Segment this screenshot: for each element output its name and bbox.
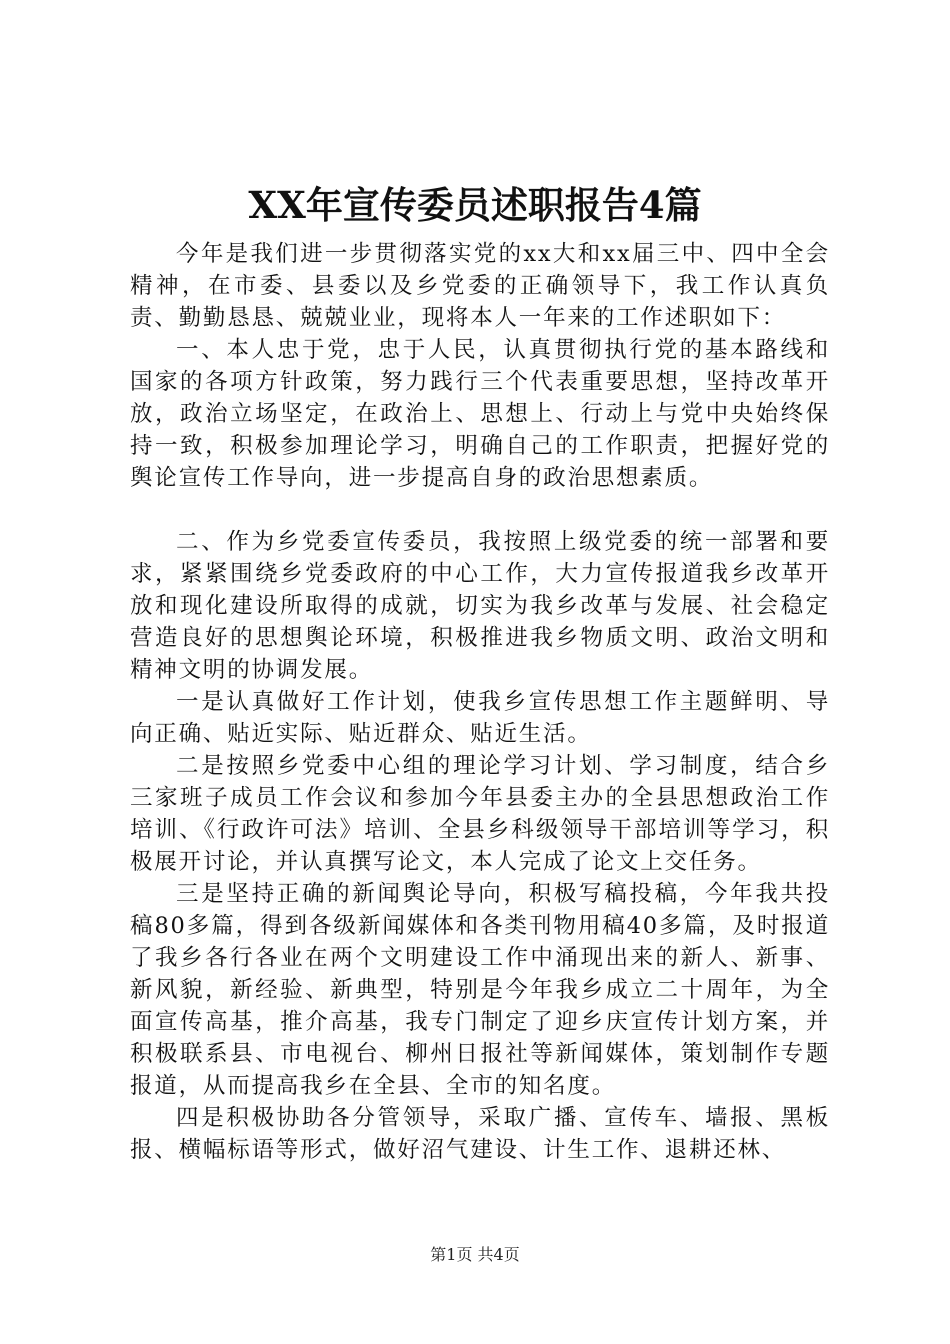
paragraph-item-3: 三是坚持正确的新闻舆论导向，积极写稿投稿，今年我共投稿80多篇，得到各级新闻媒体和各类刊物用稿40多篇，及时报道了我乡各行各业在两个文明建设工作中涌现出来的新人、新事、新风貌，新经验、新典型，特别是今年我乡成立二十周年，为全面宣传高基，推介高基，我专门制定了迎乡庆宣传计划方案，并积极联系县、市电视台、柳州日报社等新闻媒体，策划制作专题报道，从而提高我乡在全县、全市的知名度。 bbox=[130, 881, 830, 1099]
paragraph-intro: 今年是我们进一步贯彻落实党的xx大和xx届三中、四中全会精神，在市委、县委以及乡党委的正确领导下，我工作认真负责、勤勤恳恳、兢兢业业，现将本人一年来的工作述职如下： bbox=[130, 241, 830, 331]
document-body bbox=[130, 238, 830, 1166]
paragraph-section-2: 二、作为乡党委宣传委员，我按照上级党委的统一部署和要求，紧紧围绕乡党委政府的中心工作，大力宣传报道我乡改革开放和现化建设所取得的成就，切实为我乡改革与发展、社会稳定营造良好的思想舆论环境，积极推进我乡物质文明、政治文明和精神文明的协调发展。 bbox=[130, 529, 830, 683]
paragraph-item-4: 四是积极协助各分管领导，采取广播、宣传车、墙报、黑板报、横幅标语等形式，做好沼气建设、计生工作、退耕还林、 bbox=[130, 1105, 830, 1163]
page-number-footer: 第1页 共4页 bbox=[430, 1245, 520, 1264]
paragraph-item-2: 二是按照乡党委中心组的理论学习计划、学习制度，结合乡三家班子成员工作会议和参加今年县委主办的全县思想政治工作培训、《行政许可法》培训、全县乡科级领导干部培训等学习，积极展开讨论，并认真撰写论文，本人完成了论文上交任务。 bbox=[130, 753, 830, 875]
document-title: XX年宣传委员述职报告4篇 bbox=[248, 183, 702, 227]
paragraph-item-1: 一是认真做好工作计划，使我乡宣传思想工作主题鲜明、导向正确、贴近实际、贴近群众、贴近生活。 bbox=[130, 689, 830, 747]
paragraph-section-1: 一、本人忠于党，忠于人民，认真贯彻执行党的基本路线和国家的各项方针政策，努力践行三个代表重要思想，坚持改革开放，政治立场坚定，在政治上、思想上、行动上与党中央始终保持一致，积极参加理论学习，明确自己的工作职责，把握好党的舆论宣传工作导向，进一步提高自身的政治思想素质。 bbox=[130, 337, 830, 491]
